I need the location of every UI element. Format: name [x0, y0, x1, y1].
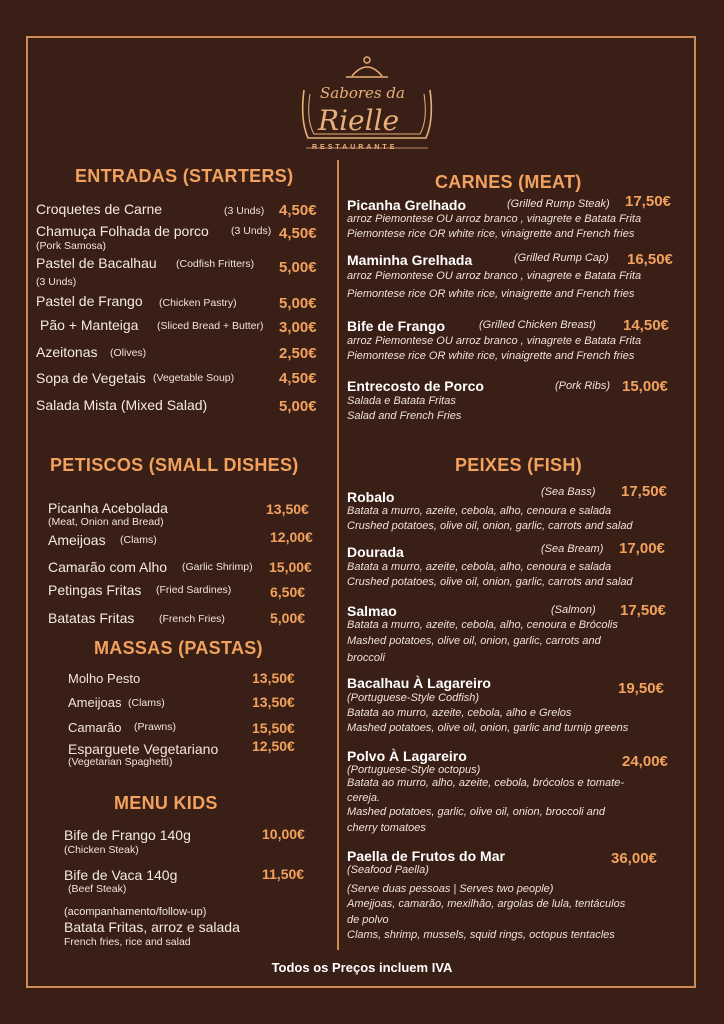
item-desc: Crushed potatoes, olive oil, onion, garlic, carrots and salad [347, 576, 633, 588]
item-price: 17,50€ [620, 602, 666, 619]
item-price: 36,00€ [611, 850, 657, 867]
item-price: 5,00€ [270, 610, 306, 626]
item-sub: (3 Unds) [36, 276, 77, 288]
column-divider [337, 160, 339, 950]
item-name: Esparguete Vegetariano [68, 741, 219, 757]
item-note: (Codfish Fritters) [176, 258, 255, 270]
fish-title: PEIXES (FISH) [455, 455, 582, 475]
item-name: Maminha Grelhada [347, 252, 473, 268]
item-price: 5,00€ [279, 295, 317, 312]
item-price: 19,50€ [618, 680, 664, 697]
side-name: Batata Fritas, arroz e salada [64, 919, 240, 935]
item-sub: (Meat, Onion and Bread) [48, 516, 164, 528]
item-sub: (Vegetarian Spaghetti) [68, 756, 173, 768]
item-desc: Batata a murro, azeite, cebola, alho, cenoura e Brócolis [347, 619, 618, 631]
item-note: (Grilled Rump Cap) [514, 252, 609, 264]
item-name: Salada Mista (Mixed Salad) [36, 397, 208, 413]
item-note: (Fried Sardines) [156, 584, 232, 596]
item-name: Pão + Manteiga [40, 317, 139, 333]
item-desc: Batata a murro, azeite, cebola, alho, cenoura e salada [347, 505, 612, 517]
item-name: Azeitonas [36, 344, 98, 360]
restaurant-logo [296, 50, 438, 158]
item-desc: Batata a murro, azeite, cebola, alho, cenoura e salada [347, 561, 612, 573]
item-name: Pastel de Frango [36, 293, 143, 309]
item-name: Molho Pesto [68, 671, 141, 686]
item-name: Sopa de Vegetais [36, 370, 146, 386]
small-dishes-title: PETISCOS (SMALL DISHES) [50, 455, 299, 475]
item-note: (Grilled Chicken Breast) [479, 319, 596, 331]
item-price: 12,50€ [252, 738, 295, 754]
starters-title: ENTRADAS (STARTERS) [75, 166, 294, 186]
item-name: Ameijoas [68, 695, 122, 710]
item-desc: Piemontese rice OR white rice, vinaigrette and French fries [347, 288, 635, 300]
item-name: Ameijoas [48, 532, 106, 548]
item-price: 13,50€ [252, 670, 295, 686]
item-desc: Mashed potatoes, olive oil, onion, garlic, carrots and [347, 635, 601, 647]
meat-title: CARNES (MEAT) [435, 172, 582, 192]
item-price: 16,50€ [627, 251, 673, 268]
item-price: 12,00€ [270, 529, 313, 545]
item-price: 17,00€ [619, 540, 665, 557]
item-sub: (Pork Samosa) [36, 240, 107, 252]
item-desc: Piemontese rice OR white rice, vinaigrette and French fries [347, 228, 635, 240]
item-note: (Clams) [128, 697, 165, 709]
item-name: Entrecosto de Porco [347, 378, 484, 394]
item-desc: broccoli [347, 652, 385, 664]
item-price: 2,50€ [279, 345, 317, 362]
item-price: 5,00€ [279, 259, 317, 276]
item-desc: arroz Piemontese OU arroz branco , vinagrete e Batata Frita [347, 270, 642, 282]
item-name: Camarão com Alho [48, 559, 168, 575]
side-label: (acompanhamento/follow-up) [64, 906, 207, 918]
item-desc: Crushed potatoes, olive oil, onion, garlic, carrots and salad [347, 520, 633, 532]
item-desc: Amejjoas, camarão, mexilhão, argolas de lula, tentáculos [347, 898, 626, 910]
footer-note: Todos os Preços incluem IVA [271, 960, 453, 975]
item-note: (Sea Bass) [541, 486, 596, 498]
item-note: (Clams) [120, 534, 157, 546]
item-price: 17,50€ [621, 483, 667, 500]
item-name: Petingas Fritas [48, 582, 142, 598]
list-item [36, 201, 162, 219]
item-name: Paella de Frutos do Mar [347, 848, 505, 864]
item-price: 13,50€ [266, 501, 309, 517]
item-note: (Olives) [110, 347, 147, 359]
item-price: 14,50€ [623, 317, 669, 334]
item-name: Pastel de Bacalhau [36, 255, 157, 271]
item-note: (3 Unds) [224, 205, 265, 217]
item-name: Batatas Fritas [48, 610, 135, 626]
item-name: Bife de Frango [347, 318, 446, 334]
item-desc: Salada e Batata Fritas [347, 395, 456, 407]
item-sub: (Portuguese-Style octopus) [347, 764, 481, 776]
item-name: Polvo À Lagareiro [347, 748, 467, 764]
item-price: 15,50€ [252, 720, 295, 736]
item-name: Bife de Vaca 140g [64, 867, 178, 883]
item-name: Picanha Acebolada [48, 500, 168, 516]
item-name: Camarão [68, 720, 122, 735]
item-price: 4,50€ [279, 370, 317, 387]
item-desc: Mashed potatoes, olive oil, onion, garlic and turnip greens [347, 722, 629, 734]
logo-tagline: RESTAURANTE [312, 144, 398, 151]
item-price: 11,50€ [262, 866, 305, 882]
item-note: (Vegetable Soup) [153, 372, 235, 384]
item-desc: Piemontese rice OR white rice, vinaigrette and French fries [347, 350, 635, 362]
item-name: Chamuça Folhada de porco [36, 223, 209, 239]
item-desc: de polvo [347, 914, 389, 926]
item-price: 4,50€ [279, 225, 317, 242]
item-sub: (Portuguese-Style Codfish) [347, 692, 480, 704]
item-price: 5,00€ [279, 398, 317, 415]
item-sub: (Beef Steak) [68, 883, 127, 895]
item-desc: Salad and French Fries [347, 410, 462, 422]
item-price: 15,00€ [269, 559, 312, 575]
item-note: (Garlic Shrimp) [182, 561, 253, 573]
item-desc: Batata ao murro, azeite, cebola, alho e Grelos [347, 707, 572, 719]
side-en: French fries, rice and salad [64, 936, 191, 948]
item-sub: (Seafood Paella) [347, 864, 429, 876]
item-desc: arroz Piemontese OU arroz branco , vinagrete e Batata Frita [347, 213, 642, 225]
logo-text-name: Rielle [318, 104, 400, 137]
item-name: Dourada [347, 544, 404, 560]
item-note: (Sliced Bread + Butter) [157, 320, 264, 332]
item-desc: Clams, shrimp, mussels, squid rings, octopus tentacles [347, 929, 615, 941]
item-name: Bife de Frango 140g [64, 827, 191, 843]
item-price: 17,50€ [625, 193, 671, 210]
item-name: Picanha Grelhado [347, 197, 467, 213]
item-desc: cherry tomatoes [347, 822, 426, 834]
pastas-title: MASSAS (PASTAS) [94, 638, 263, 658]
item-note: (Grilled Rump Steak) [507, 198, 610, 210]
item-note: (Salmon) [551, 604, 596, 616]
item-price: 3,00€ [279, 319, 317, 336]
item-sub: (Chicken Steak) [64, 844, 139, 856]
kids-title: MENU KIDS [114, 793, 218, 813]
item-desc: arroz Piemontese OU arroz branco , vinagrete e Batata Frita [347, 335, 642, 347]
item-price: 6,50€ [270, 584, 306, 600]
item-note: (Prawns) [134, 721, 177, 733]
item-name: Bacalhau À Lagareiro [347, 675, 491, 691]
item-desc: Mashed potatoes, garlic, olive oil, onion, broccoli and [347, 806, 606, 818]
item-note: (Chicken Pastry) [159, 297, 237, 309]
item-price: 10,00€ [262, 826, 305, 842]
item-note: (3 Unds) [231, 225, 272, 237]
item-desc: (Serve duas pessoas | Serves two people) [347, 883, 554, 895]
item-desc: Batata ao murro, alho, azeite, cebola, brócolos e tomate- [347, 777, 624, 789]
item-name: Salmao [347, 603, 397, 619]
item-note: (French Fries) [159, 613, 225, 625]
item-desc: cereja. [347, 792, 381, 804]
item-note: (Sea Bream) [541, 543, 604, 555]
item-price: 24,00€ [622, 753, 668, 770]
item-price: 13,50€ [252, 694, 295, 710]
logo-text-top: Sabores da [320, 84, 405, 102]
item-price: 15,00€ [622, 378, 668, 395]
item-name: Croquetes de Carne [36, 201, 163, 217]
item-price: 4,50€ [279, 202, 317, 219]
item-note: (Pork Ribs) [555, 380, 611, 392]
item-name: Robalo [347, 489, 395, 505]
